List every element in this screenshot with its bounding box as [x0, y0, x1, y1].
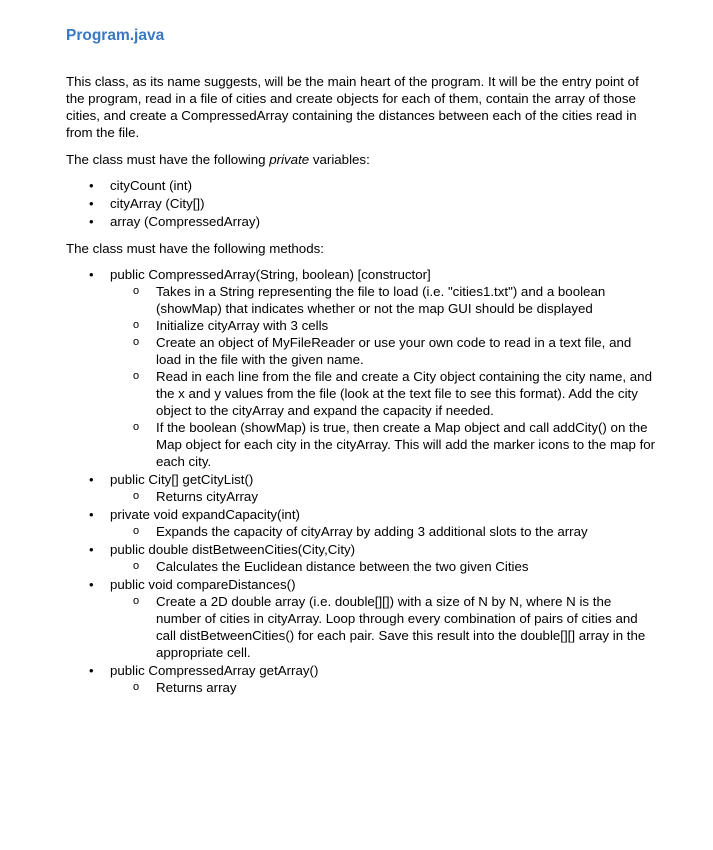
method-item — [66, 266, 656, 470]
method-detail — [110, 488, 656, 505]
method-detail — [110, 523, 656, 540]
private-var-item — [66, 177, 656, 194]
methods-list — [66, 266, 656, 696]
intro-paragraph: This class, as its name suggests, will be the main heart of the program. It will be the entry point of the program, read in a file of cities and create objects for each of them, contain the array of those cities, and create a CompressedArray containing the distances between each of the cities read in from the file. — [66, 74, 639, 140]
method-signature: public double distBetweenCities(City,City) — [110, 542, 356, 557]
method-item — [66, 471, 656, 505]
private-vars-heading-emph: private — [269, 152, 310, 167]
method-detail — [110, 368, 656, 419]
method-details — [110, 679, 656, 696]
sub-bullet-icon: o — [133, 370, 140, 382]
method-signature: public void compareDistances() — [110, 577, 296, 592]
sub-bullet-icon: o — [133, 681, 140, 693]
method-signature: public City[] getCityList() — [110, 472, 254, 487]
bullet-icon: • — [89, 577, 94, 592]
method-detail-text: Expands the capacity of cityArray by adding 3 additional slots to the array — [156, 524, 588, 539]
bullet-icon: • — [89, 472, 94, 487]
method-detail — [110, 283, 656, 317]
sub-bullet-icon: o — [133, 595, 140, 607]
method-detail — [110, 558, 656, 575]
private-vars-heading-before: The class must have the following — [66, 152, 270, 167]
private-vars-list — [66, 177, 656, 230]
bullet-icon: • — [89, 178, 94, 193]
method-detail — [110, 419, 656, 470]
document-page — [66, 26, 656, 706]
method-detail-text: If the boolean (showMap) is true, then create a Map object and call addCity() on the Map object for each city in the cityArray. This will add the marker icons to the map for each city. — [156, 420, 656, 469]
method-detail-text: Takes in a String representing the file to load (i.e. "cities1.txt") and a boolean (showMap) that indicates whether or not the map GUI should be displayed — [156, 284, 606, 316]
sub-bullet-icon: o — [133, 336, 140, 348]
method-detail — [110, 593, 656, 661]
method-detail-text: Read in each line from the file and create a City object containing the city name, and the x and y values from the file (look at the text file to see this format). Add the city object to the cityArray and expand the capacity if needed. — [156, 369, 652, 418]
method-detail-text: Returns cityArray — [156, 489, 258, 504]
method-detail — [110, 317, 656, 334]
method-detail-text: Calculates the Euclidean distance between the two given Cities — [156, 559, 529, 574]
bullet-icon: • — [89, 507, 94, 522]
method-signature: private void expandCapacity(int) — [110, 507, 300, 522]
method-detail-text: Create an object of MyFileReader or use your own code to read in a text file, and load in the file with the given name. — [156, 335, 632, 367]
sub-bullet-icon: o — [133, 319, 140, 331]
sub-bullet-icon: o — [133, 490, 140, 502]
private-var-text: cityArray (City[]) — [110, 196, 205, 211]
method-item — [66, 506, 656, 540]
method-item — [66, 541, 656, 575]
private-vars-heading — [66, 151, 656, 168]
method-details — [110, 593, 656, 661]
method-details — [110, 283, 656, 470]
method-item — [66, 662, 656, 696]
method-detail-text: Returns array — [156, 680, 237, 695]
private-vars-heading-after: variables: — [309, 152, 370, 167]
method-item — [66, 576, 656, 661]
private-var-item — [66, 195, 656, 212]
page-title: Program.java — [66, 27, 165, 44]
sub-bullet-icon: o — [133, 421, 140, 433]
method-details — [110, 523, 656, 540]
bullet-icon: • — [89, 663, 94, 678]
method-detail-text: Create a 2D double array (i.e. double[][]) with a size of N by N, where N is the number of cities in cityArray. Loop through every combination of pairs of cities and call distBetweenCities() for each pair. Save this result into the double[][] array in the appropriate cell. — [156, 594, 646, 660]
method-detail — [110, 334, 656, 368]
method-detail-text: Initialize cityArray with 3 cells — [156, 318, 329, 333]
bullet-icon: • — [89, 196, 94, 211]
method-details — [110, 558, 656, 575]
bullet-icon: • — [89, 214, 94, 229]
private-var-text: array (CompressedArray) — [110, 214, 260, 229]
bullet-icon: • — [89, 267, 94, 282]
method-signature: public CompressedArray getArray() — [110, 663, 319, 678]
private-var-item — [66, 213, 656, 230]
method-details — [110, 488, 656, 505]
method-detail — [110, 679, 656, 696]
bullet-icon: • — [89, 542, 94, 557]
method-signature: public CompressedArray(String, boolean) [constructor] — [110, 267, 431, 282]
sub-bullet-icon: o — [133, 285, 140, 297]
private-var-text: cityCount (int) — [110, 178, 193, 193]
methods-heading: The class must have the following methods: — [66, 241, 324, 256]
sub-bullet-icon: o — [133, 560, 140, 572]
sub-bullet-icon: o — [133, 525, 140, 537]
